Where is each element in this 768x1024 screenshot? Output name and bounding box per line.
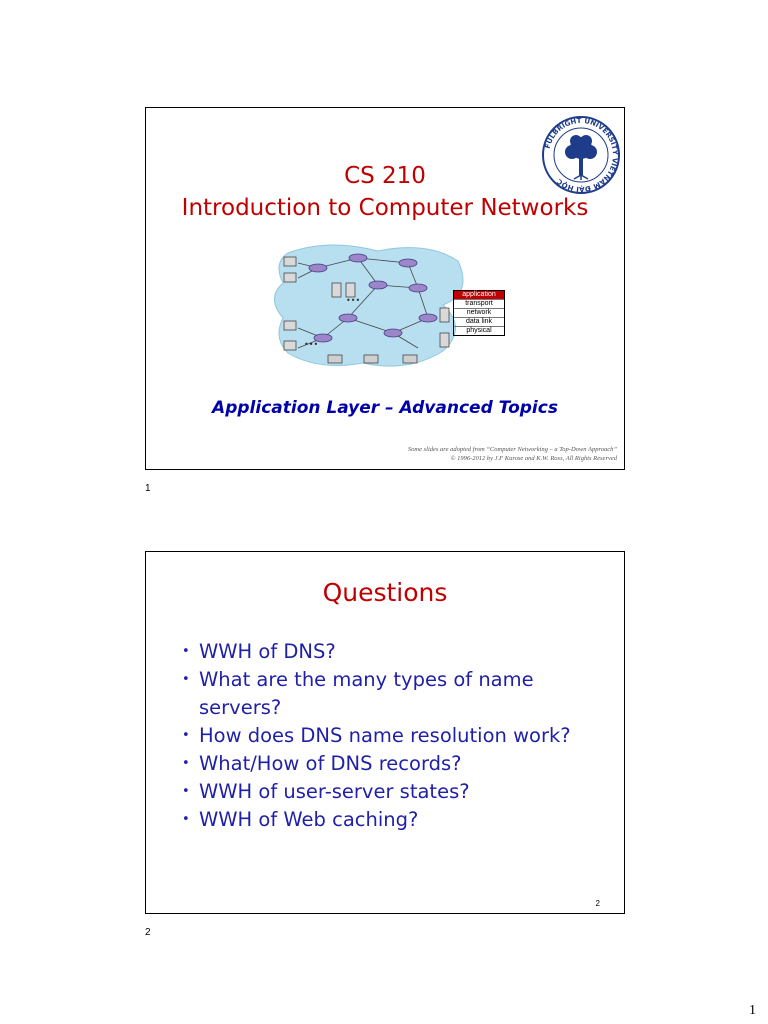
page-number: 1: [749, 1003, 756, 1018]
list-item: • What/How of DNS records?: [182, 750, 602, 778]
list-item: • How does DNS name resolution work?: [182, 722, 602, 750]
list-item: • WWH of Web caching?: [182, 806, 602, 834]
network-cloud: [275, 245, 464, 366]
slide-subtitle: Application Layer – Advanced Topics: [212, 398, 558, 418]
credit-note: [317, 445, 617, 463]
list-item: • WWH of DNS?: [182, 638, 602, 666]
stack-layer-network: network: [454, 309, 504, 318]
course-code-title: CS 210: [344, 163, 426, 189]
university-seal-logo: [541, 115, 621, 195]
slide-number: 2: [595, 899, 600, 908]
seal-text: FULBRIGHT UNIVERSITY VIETNAM ĐẠI HỌC: [543, 116, 620, 194]
stack-layer-application: application: [454, 291, 504, 300]
credit-line-1: Some slides are adopted from “Computer Networking – a Top-Down Approach”: [407, 446, 617, 453]
stack-layer-transport: transport: [454, 300, 504, 309]
laptop-icons: [328, 355, 417, 363]
credit-line-2: © 1996-2012 by J.F Kurose and K.W. Ross, All Rights Reserved: [450, 455, 617, 462]
questions-list: [182, 638, 602, 834]
svg-text:•••: •••: [346, 296, 361, 305]
stack-layer-physical: physical: [466, 327, 492, 334]
slide-2-label: 2: [145, 927, 151, 938]
questions-title: Questions: [322, 578, 448, 607]
slide-1-label: 1: [145, 483, 151, 494]
svg-text:•••: •••: [304, 340, 319, 349]
list-item: • What are the many types of name servers?: [182, 666, 602, 722]
list-item: • WWH of user-server states?: [182, 778, 602, 806]
protocol-stack: [453, 290, 505, 336]
stack-layer-data-link: data link: [454, 318, 504, 327]
slide-1: [145, 107, 625, 470]
course-name-title: Introduction to Computer Networks: [181, 195, 589, 221]
slide-2: [145, 551, 625, 914]
